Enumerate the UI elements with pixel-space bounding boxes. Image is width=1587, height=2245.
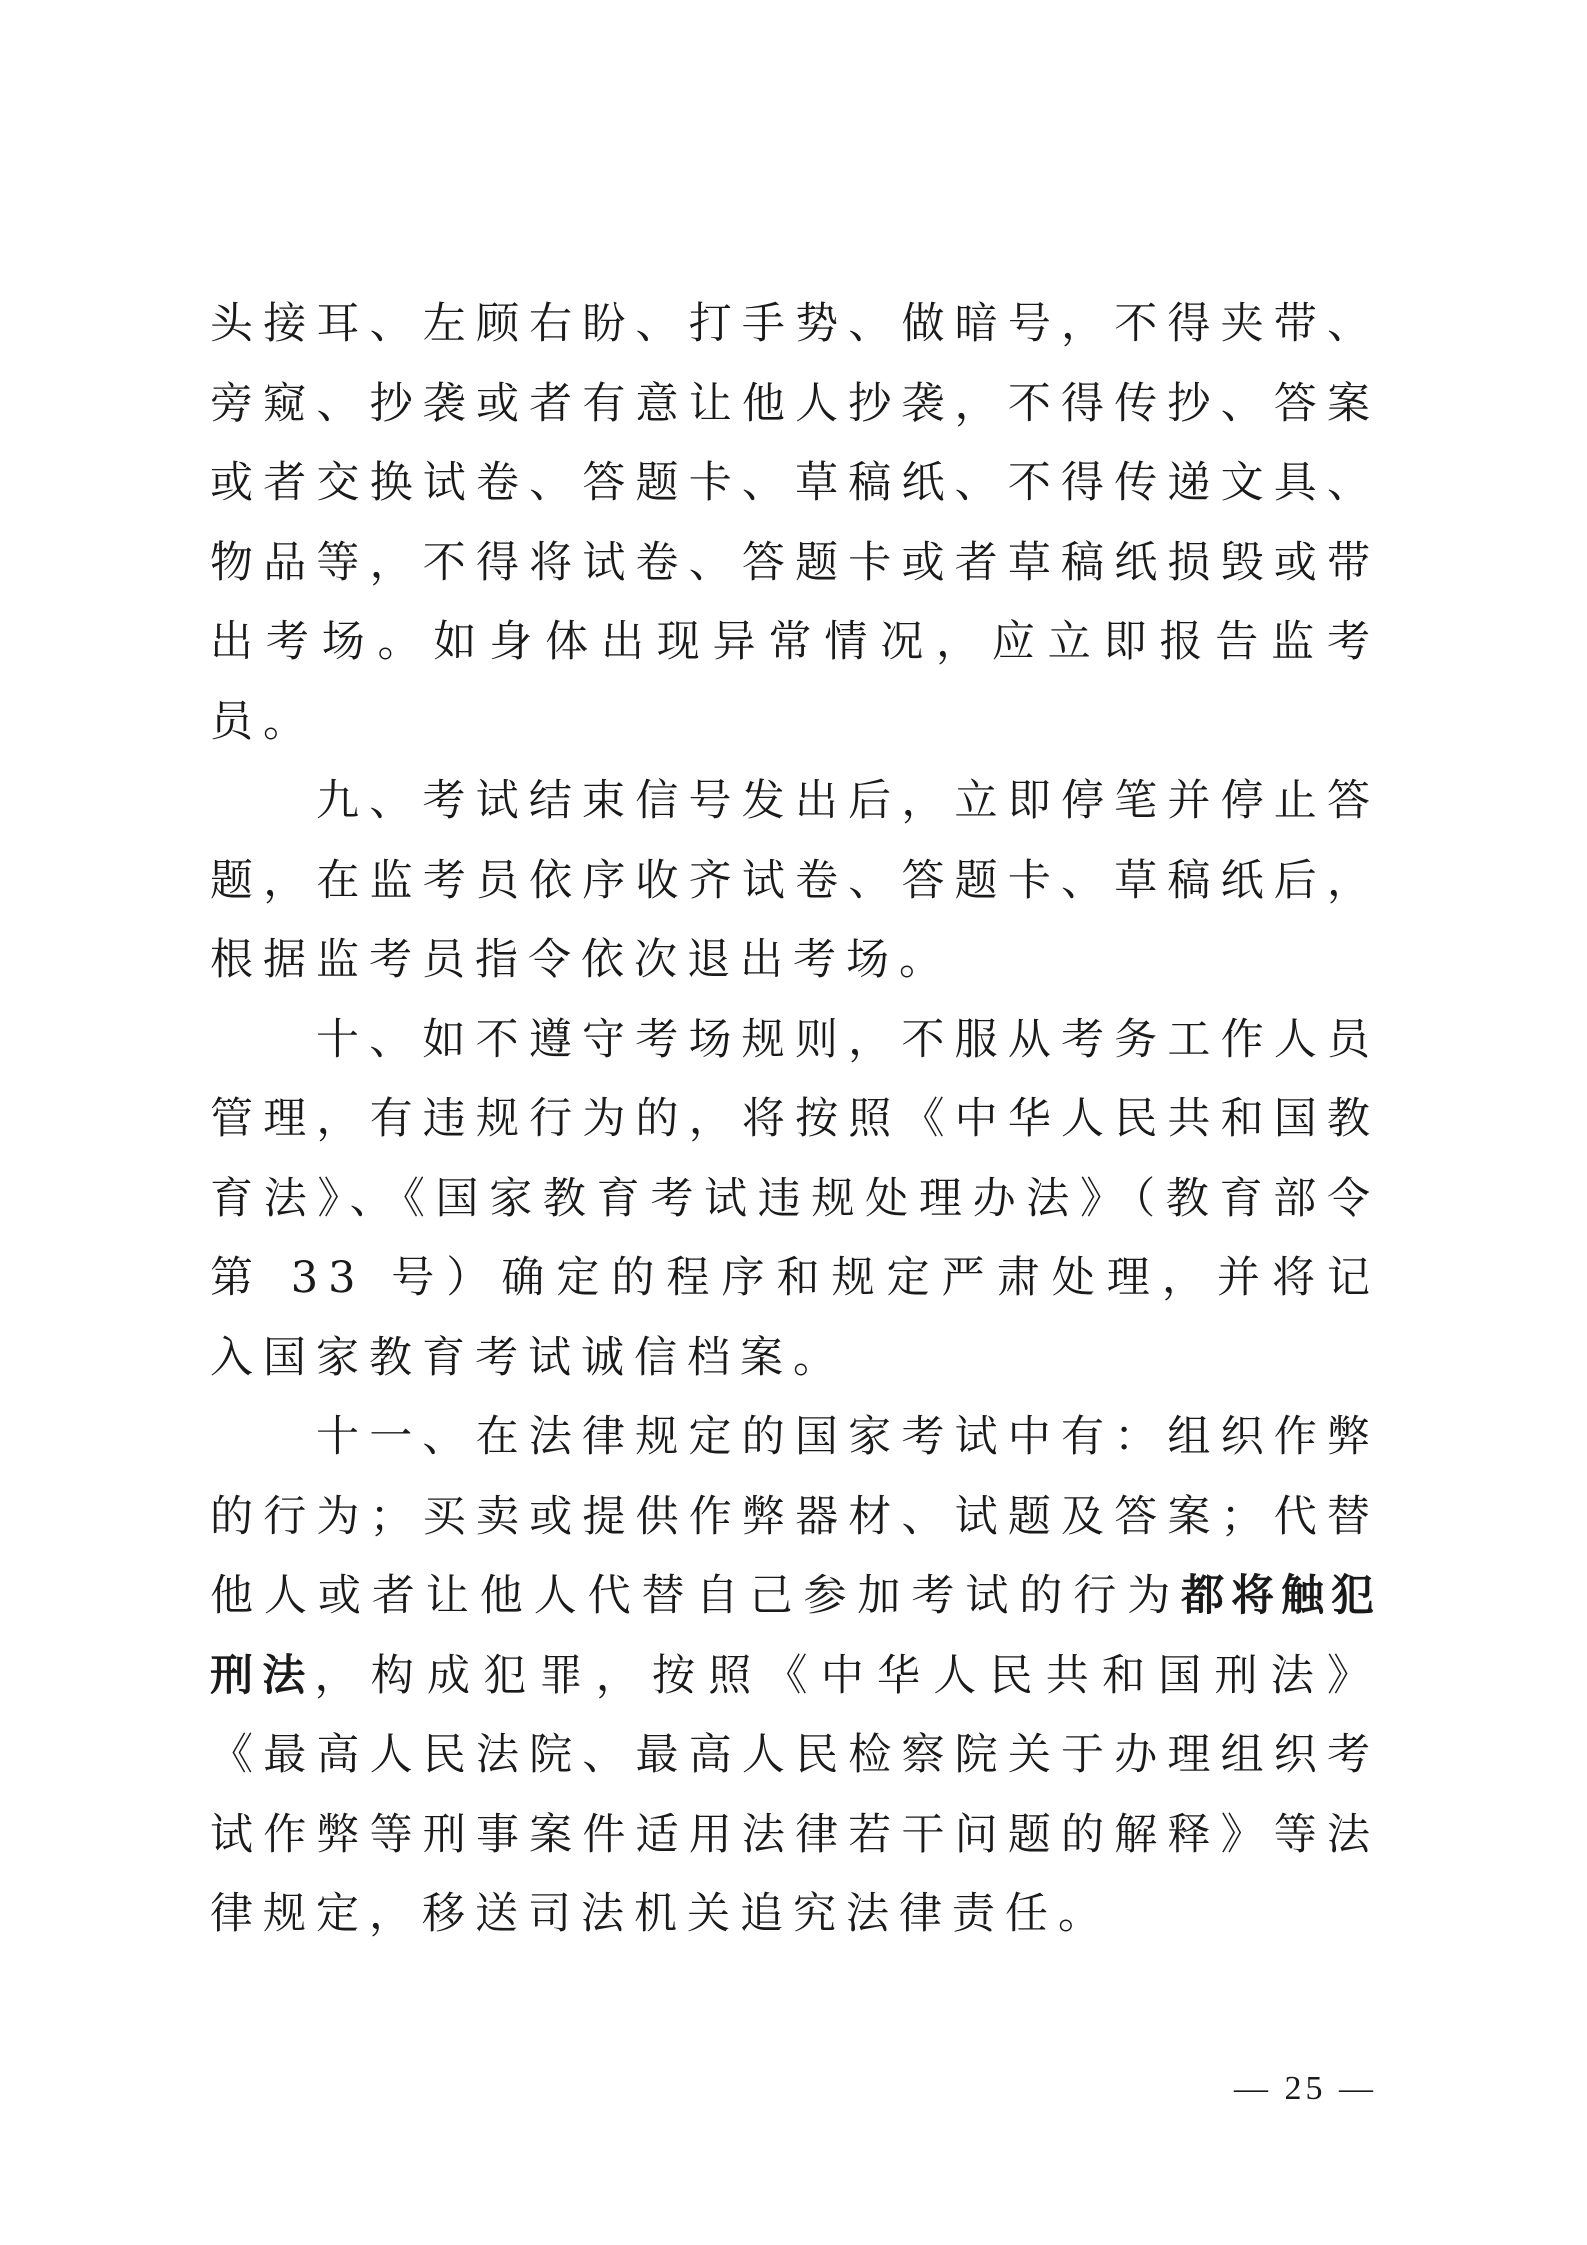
paragraph-rule-11 (210, 1398, 1380, 1955)
paragraph-continuation (210, 285, 1380, 762)
paragraph-text: 十一、在法律规定的国家考试中有：组织作弊的行为；买卖或提供作弊器材、试题及答案；代替他人或者让他人代替自己参加考试的行为 (210, 1412, 1380, 1621)
bold-emphasis-text: 都将触犯刑法 (210, 1571, 1381, 1701)
paragraph-text: 头接耳、左顾右盼、打手势、做暗号，不得夹带、旁窥、抄袭或者有意让他人抄袭，不得传抄、答案或者交换试卷、答题卡、草稿纸、不得传递文具、物品等，不得将试卷、答题卡或者草稿纸损毁或带出考场。如身体出现异常情况，应立即报告监考员。 (210, 299, 1380, 747)
paragraph-text: 九、考试结束信号发出后，立即停笔并停止答题，在监考员依序收齐试卷、答题卡、草稿纸后，根据监考员指令依次退出考场。 (210, 776, 1380, 985)
page-number: — 25 — (1234, 2070, 1377, 2107)
document-body (210, 285, 1380, 1955)
paragraph-text: ，构成犯罪，按照《中华人民共和国刑法》《最高人民法院、最高人民检察院关于办理组织考试作弊等刑事案件适用法律若干问题的解释》等法律规定，移送司法机关追究法律责任。 (210, 1650, 1380, 1939)
paragraph-text: 十、如不遵守考场规则，不服从考务工作人员管理，有违规行为的，将按照《中华人民共和国教育法》、《国家教育考试违规处理办法》（教育部令第 33 号）确定的程序和规定严肃处理，并将记入国家教育考试诚信档案。 (210, 1014, 1380, 1383)
paragraph-rule-9 (210, 762, 1380, 1001)
paragraph-rule-10 (210, 1001, 1380, 1399)
